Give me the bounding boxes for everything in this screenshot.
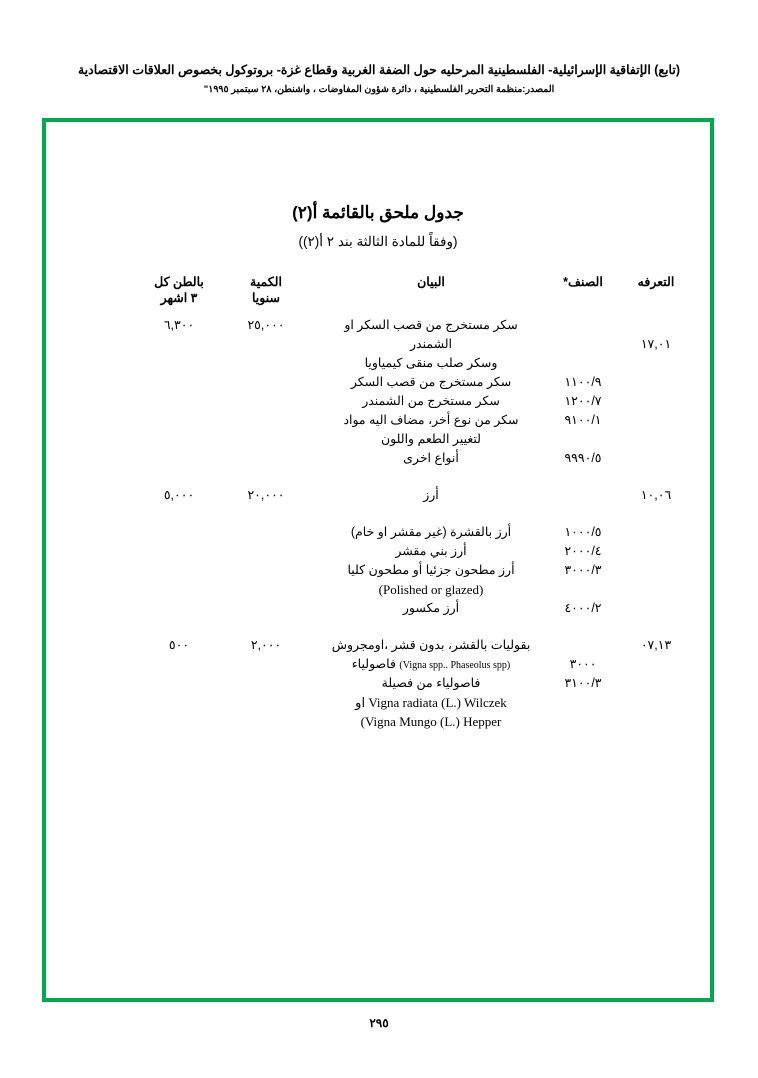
- table-row: [68, 411, 696, 430]
- table-row: [68, 316, 696, 335]
- column-header-per-ton-line1: بالطن كل: [154, 275, 204, 289]
- row-gap: [68, 618, 696, 636]
- cell-description: أرز بالقشرة (غير مقشر او خام): [350, 525, 512, 539]
- table-row: [68, 354, 696, 373]
- cell-tariff: ١٠,٠٦: [640, 488, 672, 502]
- cell-description: [316, 655, 546, 675]
- table-row: [68, 542, 696, 561]
- cell-tariff: ٠٧,١٣: [640, 638, 672, 652]
- table-row: [68, 430, 696, 449]
- table-row: [68, 674, 696, 693]
- document-title: جدول ملحق بالقائمة أ(٢): [292, 203, 464, 222]
- table-row: [68, 392, 696, 411]
- row-gap: [68, 468, 696, 486]
- table-row: [68, 655, 696, 674]
- table-row: [68, 486, 696, 505]
- cell-quantity: ٢,٠٠٠: [250, 638, 282, 652]
- document-subtitle: (وفقاً للمادة الثالثة بند ٢ أ(٢)): [298, 234, 458, 249]
- column-header-per-ton: [134, 274, 224, 306]
- cell-classification: ١٠٠٠/٥: [564, 525, 602, 539]
- cell-per-ton: ٦,٣٠٠: [163, 318, 195, 332]
- cell-description: سكر مستخرج من قصب السكر او: [344, 318, 518, 332]
- cell-classification: ١١٠٠/٩: [564, 375, 602, 389]
- column-header-classification: الصنف*: [563, 275, 603, 289]
- table-row: [68, 561, 696, 580]
- cell-classification: ٩١٠٠/١: [564, 413, 602, 427]
- cell-per-ton: ٥٠٠: [168, 638, 190, 652]
- page-header: [0, 62, 758, 96]
- content-frame-inner: [46, 122, 710, 998]
- cell-classification: ٢٠٠٠/٤: [564, 544, 602, 558]
- cell-classification: ١٢٠٠/٧: [564, 394, 602, 408]
- column-header-tariff: التعرفه: [637, 275, 675, 289]
- cell-quantity: ٢٥,٠٠٠: [247, 318, 285, 332]
- header-source: المصدر:منظمة التحرير الفلسطينية ، دائرة شؤون المفاوضات ، واشنطن، ٢٨ سبتمبر ١٩٩٥": [203, 84, 555, 95]
- cell-description: الشمندر: [409, 337, 453, 351]
- page-number: ٢٩٥: [369, 1016, 389, 1030]
- cell-description: أرز بني مقشر: [395, 544, 467, 558]
- cell-description: (Polished or glazed): [378, 582, 484, 597]
- column-header-quantity-line1: الكمية: [250, 275, 282, 289]
- cell-description: سكر من نوع أخر، مضاف اليه مواد: [343, 413, 519, 427]
- header-title: (تابع) الإتفاقية الإسرائيلية- الفلسطينية المرحليه حول الضفة الغربية وقطاع غزة- بروتوكول بخصوص العلاقات الاقتصادية: [77, 63, 681, 77]
- row-gap: [68, 505, 696, 523]
- table-row: [68, 373, 696, 392]
- cell-description-latin-note: (Vigna spp.. Phaseolus spp): [399, 660, 511, 671]
- cell-description: فاصولياء من فصيلة: [381, 676, 481, 690]
- cell-per-ton: ٥,٠٠٠: [163, 488, 195, 502]
- cell-description-arabic: فاصولياء: [351, 657, 396, 671]
- cell-description: (Vigna Mungo (L.) Hepper: [360, 714, 502, 729]
- cell-classification: ٣١٠٠/٣: [564, 676, 602, 690]
- cell-description: بقوليات بالقشر، بدون قشر ،اومجروش: [331, 638, 531, 652]
- cell-description: أرز: [423, 488, 439, 502]
- cell-classification: ٣٠٠٠: [569, 657, 597, 671]
- cell-classification: ٩٩٩٠/٥: [564, 451, 602, 465]
- annex-table: [68, 274, 696, 731]
- cell-description: أرز مطحون جزئيا أو مطحون كليا: [347, 563, 515, 577]
- cell-description: وسكر صلب منقى كيمياويا: [364, 356, 498, 370]
- table-row: [68, 449, 696, 468]
- table-row: [68, 580, 696, 599]
- cell-classification: ٤٠٠٠/٢: [564, 601, 602, 615]
- column-header-quantity: [226, 274, 306, 306]
- cell-quantity: ٢٠,٠٠٠: [247, 488, 285, 502]
- table-row: [68, 636, 696, 655]
- table-row: [68, 523, 696, 542]
- content-frame: [42, 118, 714, 1002]
- table-row: [68, 712, 696, 731]
- table-row: [68, 335, 696, 354]
- cell-description: لتغيير الطعم واللون: [381, 432, 481, 446]
- column-header-quantity-line2: سنويا: [252, 291, 280, 305]
- cell-tariff: ١٧,٠١: [640, 337, 672, 351]
- cell-description: سكر مستخرج من الشمندر: [362, 394, 500, 408]
- cell-description: سكر مستخرج من قصب السكر: [350, 375, 512, 389]
- cell-description: Vigna radiata (L.) Wilczek او: [355, 695, 507, 710]
- table-row: [68, 693, 696, 712]
- cell-description: أنواع اخرى: [403, 451, 459, 465]
- table-row: [68, 599, 696, 618]
- column-header-description: البيان: [417, 275, 445, 289]
- table-header-row: [68, 274, 696, 316]
- cell-description: أرز مكسور: [402, 601, 460, 615]
- column-header-per-ton-line2: ٣ اشهر: [160, 291, 198, 305]
- cell-classification: ٣٠٠٠/٣: [564, 563, 602, 577]
